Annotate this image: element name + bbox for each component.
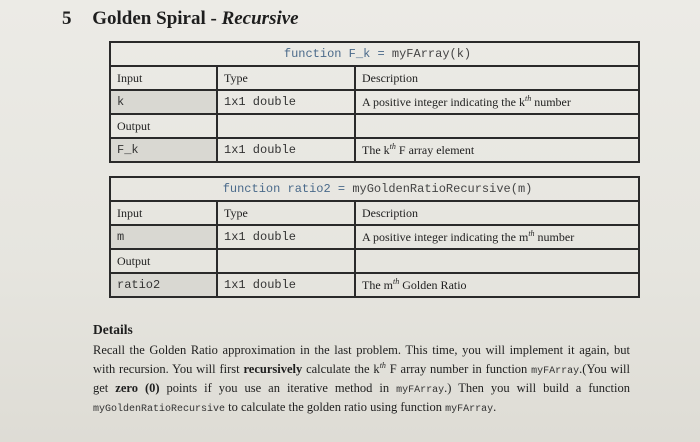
details-title: Details — [93, 322, 133, 337]
details-section — [93, 322, 630, 418]
type-header: Type — [217, 66, 355, 90]
description-header: Description — [355, 201, 639, 225]
output-description: The $m^{th}$ Golden Ratio — [355, 273, 639, 297]
header-row — [110, 201, 639, 225]
function-signature — [110, 42, 639, 66]
section-subtitle: Recursive — [221, 8, 299, 29]
input-type: 1x1 double — [217, 225, 355, 249]
empty-cell — [355, 114, 639, 138]
input-type: 1x1 double — [217, 90, 355, 114]
spec-table-mygoldenratiorecursive — [109, 176, 640, 298]
signature-row — [110, 177, 639, 201]
signature-name: myFArray(k) — [391, 47, 472, 61]
output-name: ratio2 — [110, 273, 217, 297]
output-type: 1x1 double — [217, 138, 355, 162]
input-row — [110, 225, 639, 249]
input-row — [110, 90, 639, 114]
spec-table-myfarray — [109, 41, 640, 163]
signature-name: myGoldenRatioRecursive(m) — [352, 182, 533, 196]
empty-cell — [217, 249, 355, 273]
description-header: Description — [355, 66, 639, 90]
empty-cell — [217, 114, 355, 138]
output-label: Output — [110, 249, 217, 273]
signature-row — [110, 42, 639, 66]
input-name: m — [110, 225, 217, 249]
output-name: F_k — [110, 138, 217, 162]
output-label-row — [110, 114, 639, 138]
section-title: Golden Spiral - — [92, 8, 217, 29]
output-label: Output — [110, 114, 217, 138]
output-row — [110, 138, 639, 162]
empty-cell — [355, 249, 639, 273]
signature-call: function F_k = — [283, 47, 392, 61]
header-row — [110, 66, 639, 90]
input-name: k — [110, 90, 217, 114]
details-paragraph: Recall the Golden Ratio approximation in the last problem. This time, you will implement it again, but with recursion. You will first recursively calculate the $k^{th}$ F array number in function myFArray.(You will get zero (0) points if you use an iterative method in myFArray.) Then you will build a function myGoldenRatioRecursive to calculate the golden ratio using function myFArray. — [93, 343, 631, 416]
input-label: Input — [110, 201, 217, 225]
output-description: The $k^{th}$ F array element — [355, 138, 639, 162]
output-row — [110, 273, 639, 297]
input-label: Input — [110, 66, 217, 90]
signature-call: function ratio2 = — [222, 182, 353, 196]
function-signature — [110, 177, 639, 201]
output-type: 1x1 double — [217, 273, 355, 297]
section-heading — [62, 8, 299, 30]
section-number: 5 — [62, 8, 72, 29]
input-description: A positive integer indicating the $m^{th}$ number — [355, 225, 639, 249]
input-description: A positive integer indicating the $k^{th}$ number — [355, 90, 639, 114]
type-header: Type — [217, 201, 355, 225]
output-label-row — [110, 249, 639, 273]
